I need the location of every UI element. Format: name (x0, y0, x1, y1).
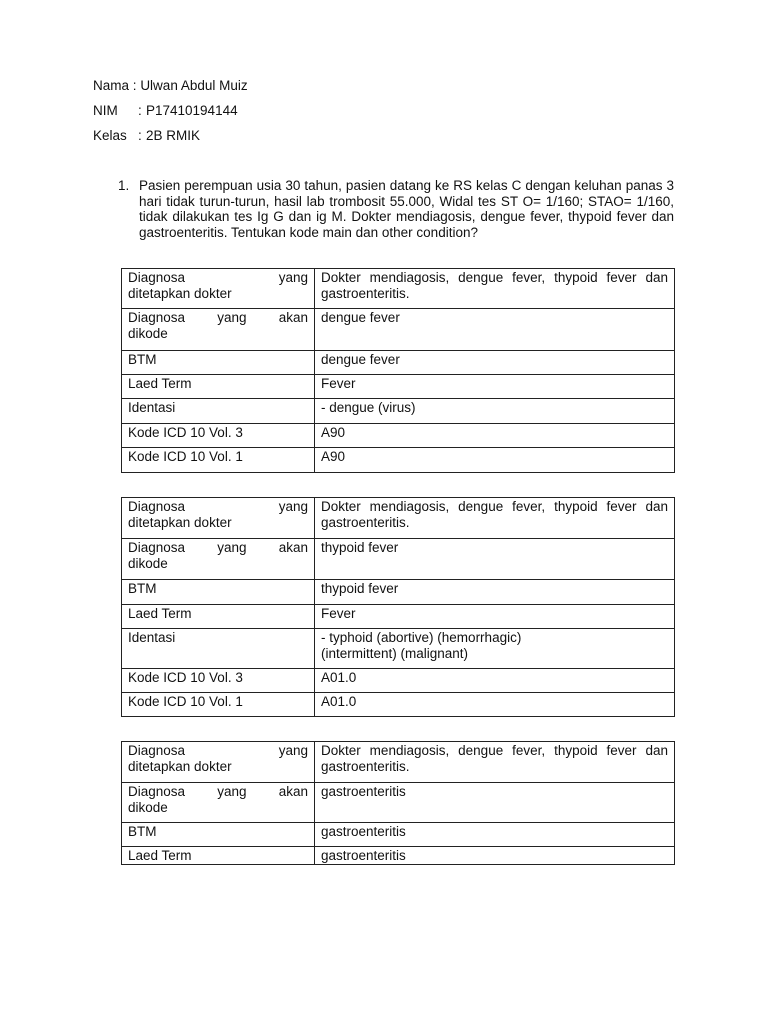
table-row (122, 399, 675, 424)
row-label: BTM (122, 823, 315, 847)
value-line: - typhoid (abortive) (hemorrhagic) (321, 630, 522, 645)
row-label: BTM (122, 351, 315, 375)
table-row (122, 629, 675, 669)
row-value: Fever (315, 605, 675, 629)
row-value: dengue fever (315, 309, 675, 351)
row-label (122, 742, 315, 783)
row-label: Kode ICD 10 Vol. 3 (122, 669, 315, 693)
kelas-line (93, 127, 493, 152)
row-label: Laed Term (122, 847, 315, 865)
table-row (122, 309, 675, 351)
row-label: Laed Term (122, 375, 315, 399)
label-word: yang (278, 270, 308, 285)
row-value: thypoid fever (315, 580, 675, 605)
row-label: Laed Term (122, 605, 315, 629)
table-row (122, 783, 675, 823)
row-label: Kode ICD 10 Vol. 1 (122, 448, 315, 473)
nim-line (93, 102, 493, 127)
label-word: yang (217, 310, 247, 325)
row-label (122, 309, 315, 351)
row-value: A90 (315, 448, 675, 473)
table-row (122, 742, 675, 783)
nim-label: NIM (93, 103, 118, 118)
row-label: BTM (122, 580, 315, 605)
label-word: yang (278, 743, 308, 758)
row-label: Identasi (122, 399, 315, 424)
table-row (122, 823, 675, 847)
label-word: yang (278, 499, 308, 514)
table-row (122, 539, 675, 580)
row-value: A90 (315, 424, 675, 448)
label-word: Diagnosa (128, 743, 186, 758)
question-text: Pasien perempuan usia 30 tahun, pasien datang ke RS kelas C dengan keluhan panas 3 hari tidak turun-turun, hasil lab trombosit 55.000, Widal tes ST O= 1/160; STAO= 1/160, tidak dilakukan tes Ig G dan ig M. Dokter mendiagosis, dengue fever, thypoid fever dan gastroenteritis. Tentukan kode main dan other condition? (139, 178, 674, 240)
label-word: ditetapkan dokter (128, 515, 232, 530)
row-value: thypoid fever (315, 539, 675, 580)
student-info (93, 77, 493, 152)
row-label: Identasi (122, 629, 315, 669)
row-value: Dokter mendiagosis, dengue fever, thypoid fever dan gastroenteritis. (315, 498, 675, 539)
row-value: A01.0 (315, 669, 675, 693)
label-word: yang (217, 540, 247, 555)
row-value: - dengue (virus) (315, 399, 675, 424)
row-label (122, 539, 315, 580)
label-word: Diagnosa (128, 784, 186, 799)
row-value: Fever (315, 375, 675, 399)
label-word: dikode (128, 326, 168, 341)
row-value: gastroenteritis (315, 823, 675, 847)
row-label (122, 498, 315, 539)
label-word: Diagnosa (128, 270, 186, 285)
nim-value: P17410194144 (146, 103, 238, 118)
label-word: akan (278, 540, 308, 555)
row-label: Kode ICD 10 Vol. 1 (122, 693, 315, 717)
label-word: yang (217, 784, 247, 799)
row-value: A01.0 (315, 693, 675, 717)
row-value: dengue fever (315, 351, 675, 375)
row-label (122, 783, 315, 823)
table-row (122, 693, 675, 717)
row-label (122, 269, 315, 309)
nim-colon: : (138, 103, 142, 118)
table-row (122, 605, 675, 629)
nama-label: Nama (93, 78, 130, 93)
row-value (315, 629, 675, 669)
diagnosis-table-dengue (121, 268, 675, 473)
value-line: (intermittent) (malignant) (321, 646, 469, 661)
nama-colon: : (132, 78, 137, 93)
row-label: Kode ICD 10 Vol. 3 (122, 424, 315, 448)
label-word: dikode (128, 800, 168, 815)
label-word: Diagnosa (128, 499, 186, 514)
table-row (122, 580, 675, 605)
label-word: akan (278, 784, 308, 799)
label-word: Diagnosa (128, 540, 186, 555)
diagnosis-table-gastroenteritis (121, 741, 675, 865)
table-row (122, 847, 675, 865)
table-row (122, 351, 675, 375)
row-value: Dokter mendiagosis, dengue fever, thypoid fever dan gastroenteritis. (315, 269, 675, 309)
question-number: 1. (118, 178, 130, 193)
nama-line (93, 77, 493, 102)
label-word: dikode (128, 556, 168, 571)
table-row (122, 375, 675, 399)
row-value: gastroenteritis (315, 847, 675, 865)
table-row (122, 498, 675, 539)
label-word: Diagnosa (128, 310, 186, 325)
table-row (122, 269, 675, 309)
row-value: gastroenteritis (315, 783, 675, 823)
diagnosis-table-typhoid (121, 497, 675, 717)
label-word: ditetapkan dokter (128, 286, 232, 301)
kelas-value: 2B RMIK (146, 128, 201, 143)
label-word: ditetapkan dokter (128, 759, 232, 774)
kelas-label: Kelas (93, 128, 127, 143)
nama-value: Ulwan Abdul Muiz (140, 78, 248, 93)
table-row (122, 669, 675, 693)
label-word: akan (278, 310, 308, 325)
kelas-colon: : (138, 128, 142, 143)
table-row (122, 424, 675, 448)
table-row (122, 448, 675, 473)
row-value: Dokter mendiagosis, dengue fever, thypoid fever dan gastroenteritis. (315, 742, 675, 783)
